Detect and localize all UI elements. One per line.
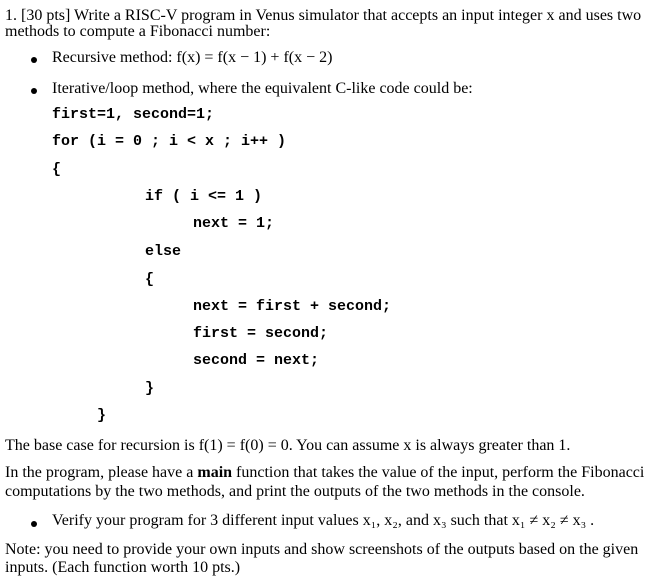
code-line: first = second; [193,325,329,342]
problem-points: [30 pts] [21,7,71,24]
code-line: if ( i <= 1 ) [145,188,263,205]
code-line: } [97,407,107,424]
code-line: next = first + second; [193,298,392,315]
bullet-dot [31,57,37,63]
code-line: for (i = 0 ; i < x ; i++ ) [52,133,287,150]
program-text-line2: computations by the two methods, and print the outputs of the two methods in the console. [5,483,585,500]
note-line2: inputs. (Each function worth 10 pts.) [5,559,241,576]
code-line: { [52,161,62,178]
bullet-dot [31,88,37,94]
note-line1: Note: you need to provide your own inputs and show screenshots of the outputs based on the given [5,541,639,558]
problem-number: 1. [5,7,17,24]
problem-intro-line2: methods to compute a Fibonacci number: [5,23,271,40]
problem-intro-text: Write a RISC-V program in Venus simulator that accepts an input integer x and uses two [74,7,642,24]
program-text-post: function that takes the value of the input, perform the Fibonacci [236,464,645,481]
program-text-line1 [5,463,644,483]
recursive-method-item: Recursive method: f(x) = f(x − 1) + f(x − 2) [52,49,333,66]
code-line: { [145,271,155,288]
main-keyword: main [197,464,233,481]
iterative-method-item: Iterative/loop method, where the equivalent C-like code could be: [52,80,473,97]
base-case-text: The base case for recursion is f(1) = f(0) = 0. You can assume x is always greater than 1. [5,437,571,454]
verify-item: Verify your program for 3 different input values x₁, x₂, and x₃ such that x₁ ≠ x₂ ≠ x₃ . [52,512,595,529]
code-line: else [145,243,182,260]
code-line: first=1, second=1; [52,106,215,123]
bullet-dot [31,521,37,527]
code-line: second = next; [193,352,320,369]
code-line: next = 1; [193,215,275,232]
program-text-pre: In the program, please have a [5,464,194,481]
code-line: } [145,380,155,397]
